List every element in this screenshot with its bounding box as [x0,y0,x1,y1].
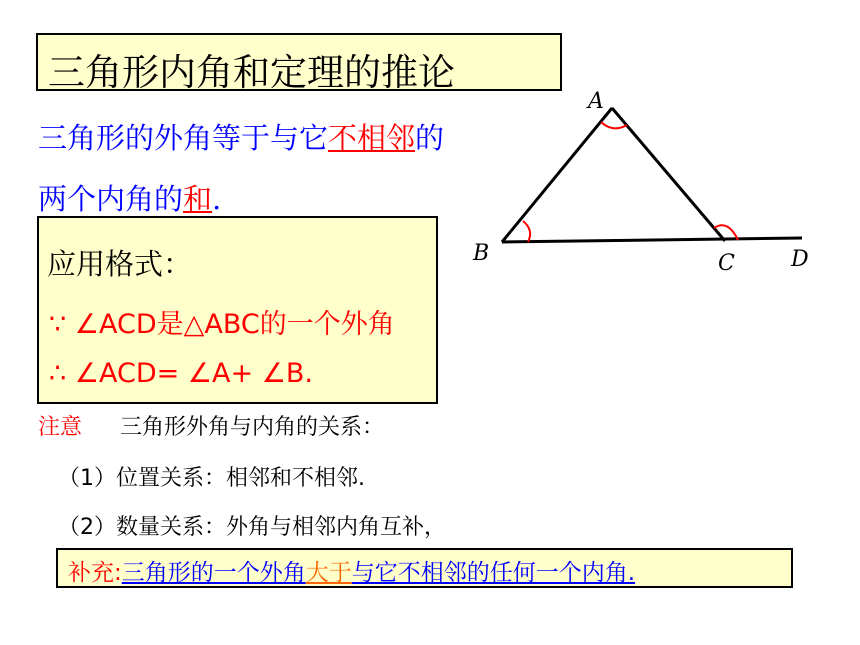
theorem-line-1 [38,116,444,157]
theorem-text: 两个内角的 [38,182,184,216]
supplement-label: 补充: [68,560,122,586]
theorem-emphasis-not-adjacent: 不相邻 [328,121,416,155]
point-label-b: B [473,241,490,266]
note-text: 三角形外角与内角的关系： [120,415,385,440]
format-box [37,216,438,404]
theorem-text: . [212,182,222,216]
supplement-part-greater: 大于 [305,560,352,586]
supplement-text [68,554,635,587]
supplement-part-3: 与它不相邻的任何一个内角. [351,560,636,586]
point-label-d: D [791,247,809,272]
format-label: 应用格式： [47,247,193,281]
relation-position: （1）位置关系：相邻和不相邻. [58,466,365,491]
side-ac [612,108,725,241]
side-ab [502,108,612,242]
figure-lines [502,108,802,242]
extended-side-bd [502,238,802,242]
page-title: 三角形内角和定理的推论 [48,51,455,94]
format-therefore-line: ∴ ∠ACD= ∠A+ ∠B. [49,358,314,389]
theorem-text: 的 [415,121,445,155]
format-because-line: ∵ ∠ACD是△ABC的一个外角 [49,309,395,340]
triangle-figure [466,80,826,280]
note-label: 注意 [38,415,83,440]
point-label-c: C [718,251,735,276]
theorem-emphasis-sum: 和 [183,182,213,216]
relation-quantity: （2）数量关系：外角与相邻内角互补， [58,515,446,540]
theorem-line-2 [38,177,221,218]
theorem-text: 三角形的外角等于与它 [38,121,329,155]
angle-b-arc [523,221,530,242]
supplement-box [56,548,793,588]
supplement-part-1: 三角形的一个外角 [121,560,306,586]
point-label-a: A [588,89,604,114]
